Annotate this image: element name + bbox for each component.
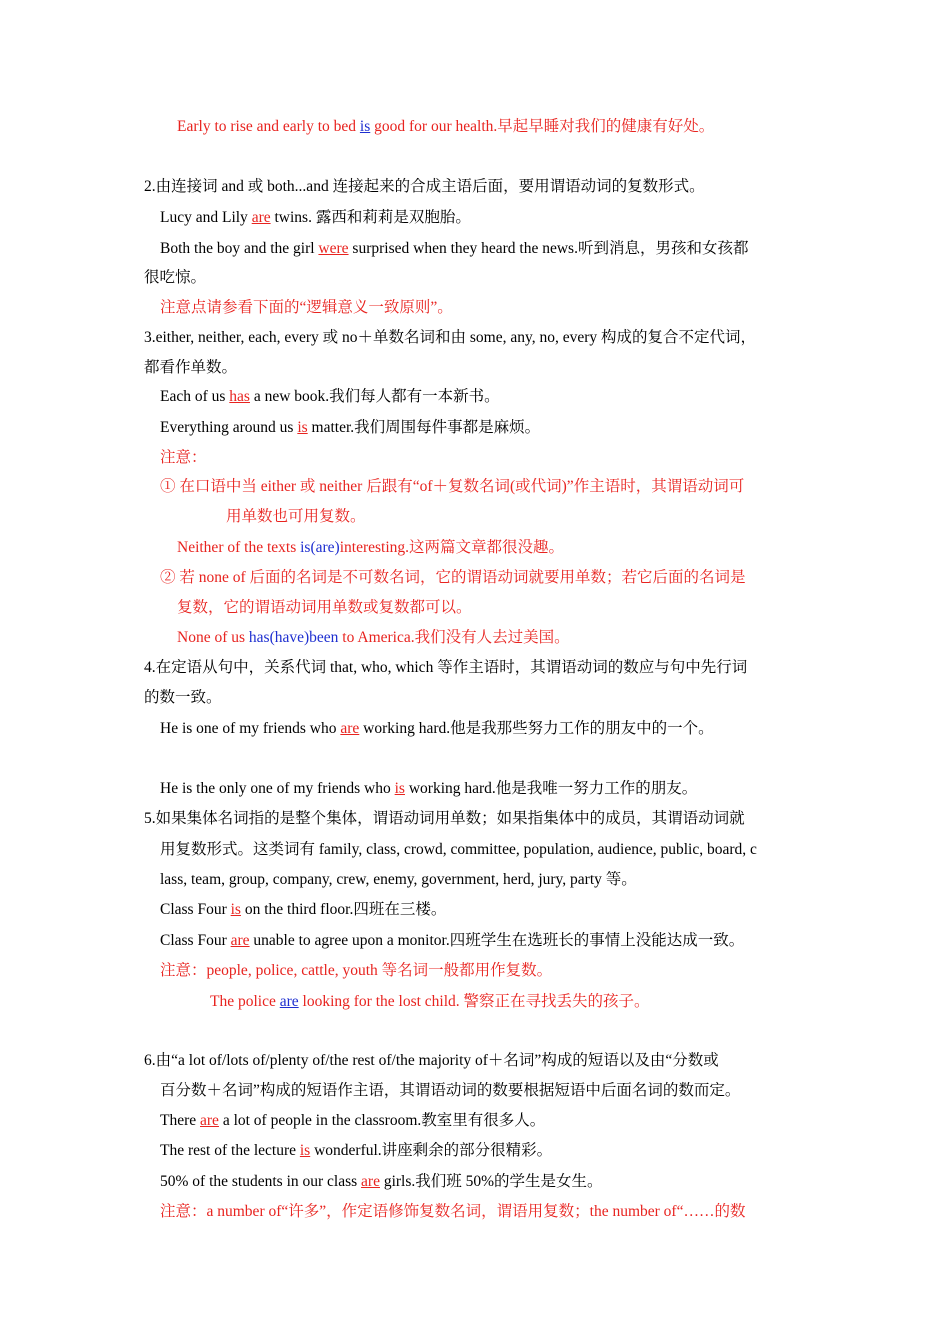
- verb-highlight: is: [394, 780, 405, 797]
- text-part: interesting.这两篇文章都很没趣。: [339, 539, 565, 556]
- verb-highlight: is: [230, 901, 241, 918]
- text-part: None of us: [177, 629, 249, 646]
- text-part: Class Four: [160, 901, 231, 918]
- note-1-either-neither: ① 在口语中当 either 或 neither 后跟有“of＋复数名词(或代词)”作主语时，其谓语动词可: [160, 478, 745, 495]
- text-part: Neither of the texts: [177, 539, 301, 556]
- verb-highlight: are: [230, 932, 250, 949]
- text-part: a lot of people in the classroom.教室里有很多人。: [218, 1112, 546, 1129]
- example-each-of-us: [160, 387, 500, 407]
- text-part: matter.我们周围每件事都是麻烦。: [307, 419, 541, 436]
- rule-5-heading-cont1: 用复数形式。这类词有 family, class, crowd, committee, population, audience, public, board, c: [160, 841, 757, 858]
- rule-4-heading-cont: 的数一致。: [144, 689, 222, 706]
- verb-highlight: are: [340, 720, 360, 737]
- text-part: Both the boy and the girl: [160, 240, 319, 257]
- example-neither: [177, 538, 564, 558]
- text-part: Everything around us: [160, 419, 298, 436]
- example-class-four-floor: [160, 900, 446, 920]
- example-only-one: [160, 779, 697, 799]
- text-part: The rest of the lecture: [160, 1142, 300, 1159]
- text-part: good for our health.早起早睡对我们的健康有好处。: [370, 118, 715, 135]
- note-people-police: 注意：people, police, cattle, youth 等名词一般都用作复数。: [160, 962, 553, 979]
- verb-highlight: were: [318, 240, 349, 257]
- example-early-to-rise: [177, 117, 714, 137]
- verb-highlight: are: [200, 1112, 219, 1129]
- text-part: Each of us: [160, 388, 230, 405]
- rule-5-heading-cont2: lass, team, group, company, crew, enemy, government, herd, jury, party 等。: [160, 871, 637, 888]
- example-lucy-lily: [160, 208, 471, 228]
- text-part: Early to rise and early to bed: [177, 118, 360, 135]
- verb-highlight: has(have)been: [248, 629, 339, 646]
- verb-highlight: are: [251, 209, 271, 226]
- text-part: Lucy and Lily: [160, 209, 252, 226]
- note-logic-principle: 注意点请参看下面的“逻辑意义一致原则”。: [160, 299, 453, 316]
- text-part: working hard.他是我唯一努力工作的朋友。: [404, 780, 698, 797]
- text-part: twins. 露西和莉莉是双胞胎。: [270, 209, 471, 226]
- rule-4-heading: 4.在定语从句中，关系代词 that, who, which 等作主语时，其谓语动词的数应与句中先行词: [144, 659, 748, 676]
- verb-highlight: is: [297, 419, 308, 436]
- note-1-cont: 用单数也可用复数。: [226, 508, 366, 525]
- text-part: girls.我们班 50%的学生是女生。: [379, 1173, 603, 1190]
- rule-3-heading-cont: 都看作单数。: [144, 359, 238, 376]
- example-boy-girl: [160, 239, 748, 259]
- text-part: The police: [210, 993, 280, 1010]
- text-part: surprised when they heard the news.听到消息，男孩和女孩都: [348, 240, 749, 257]
- text-part: There: [160, 1112, 201, 1129]
- verb-highlight: has: [229, 388, 250, 405]
- example-everything: [160, 418, 540, 438]
- example-fifty-percent: [160, 1172, 603, 1192]
- text-part: working hard.他是我那些努力工作的朋友中的一个。: [359, 720, 714, 737]
- verb-highlight: is: [299, 1142, 311, 1159]
- note-2-none-of: ② 若 none of 后面的名词是不可数名词，它的谓语动词就要用单数；若它后面的名词是: [160, 569, 746, 586]
- example-one-of-friends: [160, 719, 714, 739]
- example-class-four-monitor: [160, 931, 744, 951]
- text-part: looking for the lost child. 警察正在寻找丢失的孩子。: [298, 993, 650, 1010]
- text-part: unable to agree upon a monitor.四班学生在选班长的事情上没能达成一致。: [249, 932, 745, 949]
- rule-6-heading: 6.由“a lot of/lots of/plenty of/the rest of/the majority of＋名词”构成的短语以及由“分数或: [144, 1052, 719, 1069]
- rule-2-heading: 2.由连接词 and 或 both...and 连接起来的合成主语后面，要用谓语动词的复数形式。: [144, 178, 705, 195]
- example-rest-of-lecture: [160, 1141, 552, 1161]
- example-there-are: [160, 1111, 545, 1131]
- text-part: 50% of the students in our class: [160, 1173, 362, 1190]
- verb-highlight: is(are): [300, 539, 340, 556]
- text-part: to America.我们没有人去过美国。: [338, 629, 570, 646]
- text-part: a new book.我们每人都有一本新书。: [249, 388, 500, 405]
- rule-6-heading-cont: 百分数＋名词”构成的短语作主语，其谓语动词的数要根据短语中后面名词的数而定。: [160, 1082, 741, 1099]
- text-part: Class Four: [160, 932, 231, 949]
- example-none-of-us: [177, 628, 570, 648]
- note-a-number-of: 注意：a number of“许多”，作定语修饰复数名词，谓语用复数；the number of“……的数: [160, 1203, 746, 1220]
- example-police: [210, 992, 650, 1012]
- text-part: on the third floor.四班在三楼。: [240, 901, 447, 918]
- verb-highlight: are: [279, 993, 299, 1010]
- text-part: wonderful.讲座剩余的部分很精彩。: [310, 1142, 553, 1159]
- verb-highlight: is: [359, 118, 371, 135]
- example-boy-girl-cont: 很吃惊。: [144, 269, 207, 286]
- note-2-cont: 复数，它的谓语动词用单数或复数都可以。: [177, 599, 472, 616]
- text-part: He is one of my friends who: [160, 720, 341, 737]
- verb-highlight: are: [361, 1173, 380, 1190]
- text-part: He is the only one of my friends who: [160, 780, 395, 797]
- rule-3-heading: 3.either, neither, each, every 或 no＋单数名词和由 some, any, no, every 构成的复合不定代词，: [144, 329, 757, 346]
- rule-5-heading: 5.如果集体名词指的是整个集体，谓语动词用单数；如果指集体中的成员，其谓语动词就: [144, 810, 745, 827]
- note-label: 注意：: [160, 449, 207, 466]
